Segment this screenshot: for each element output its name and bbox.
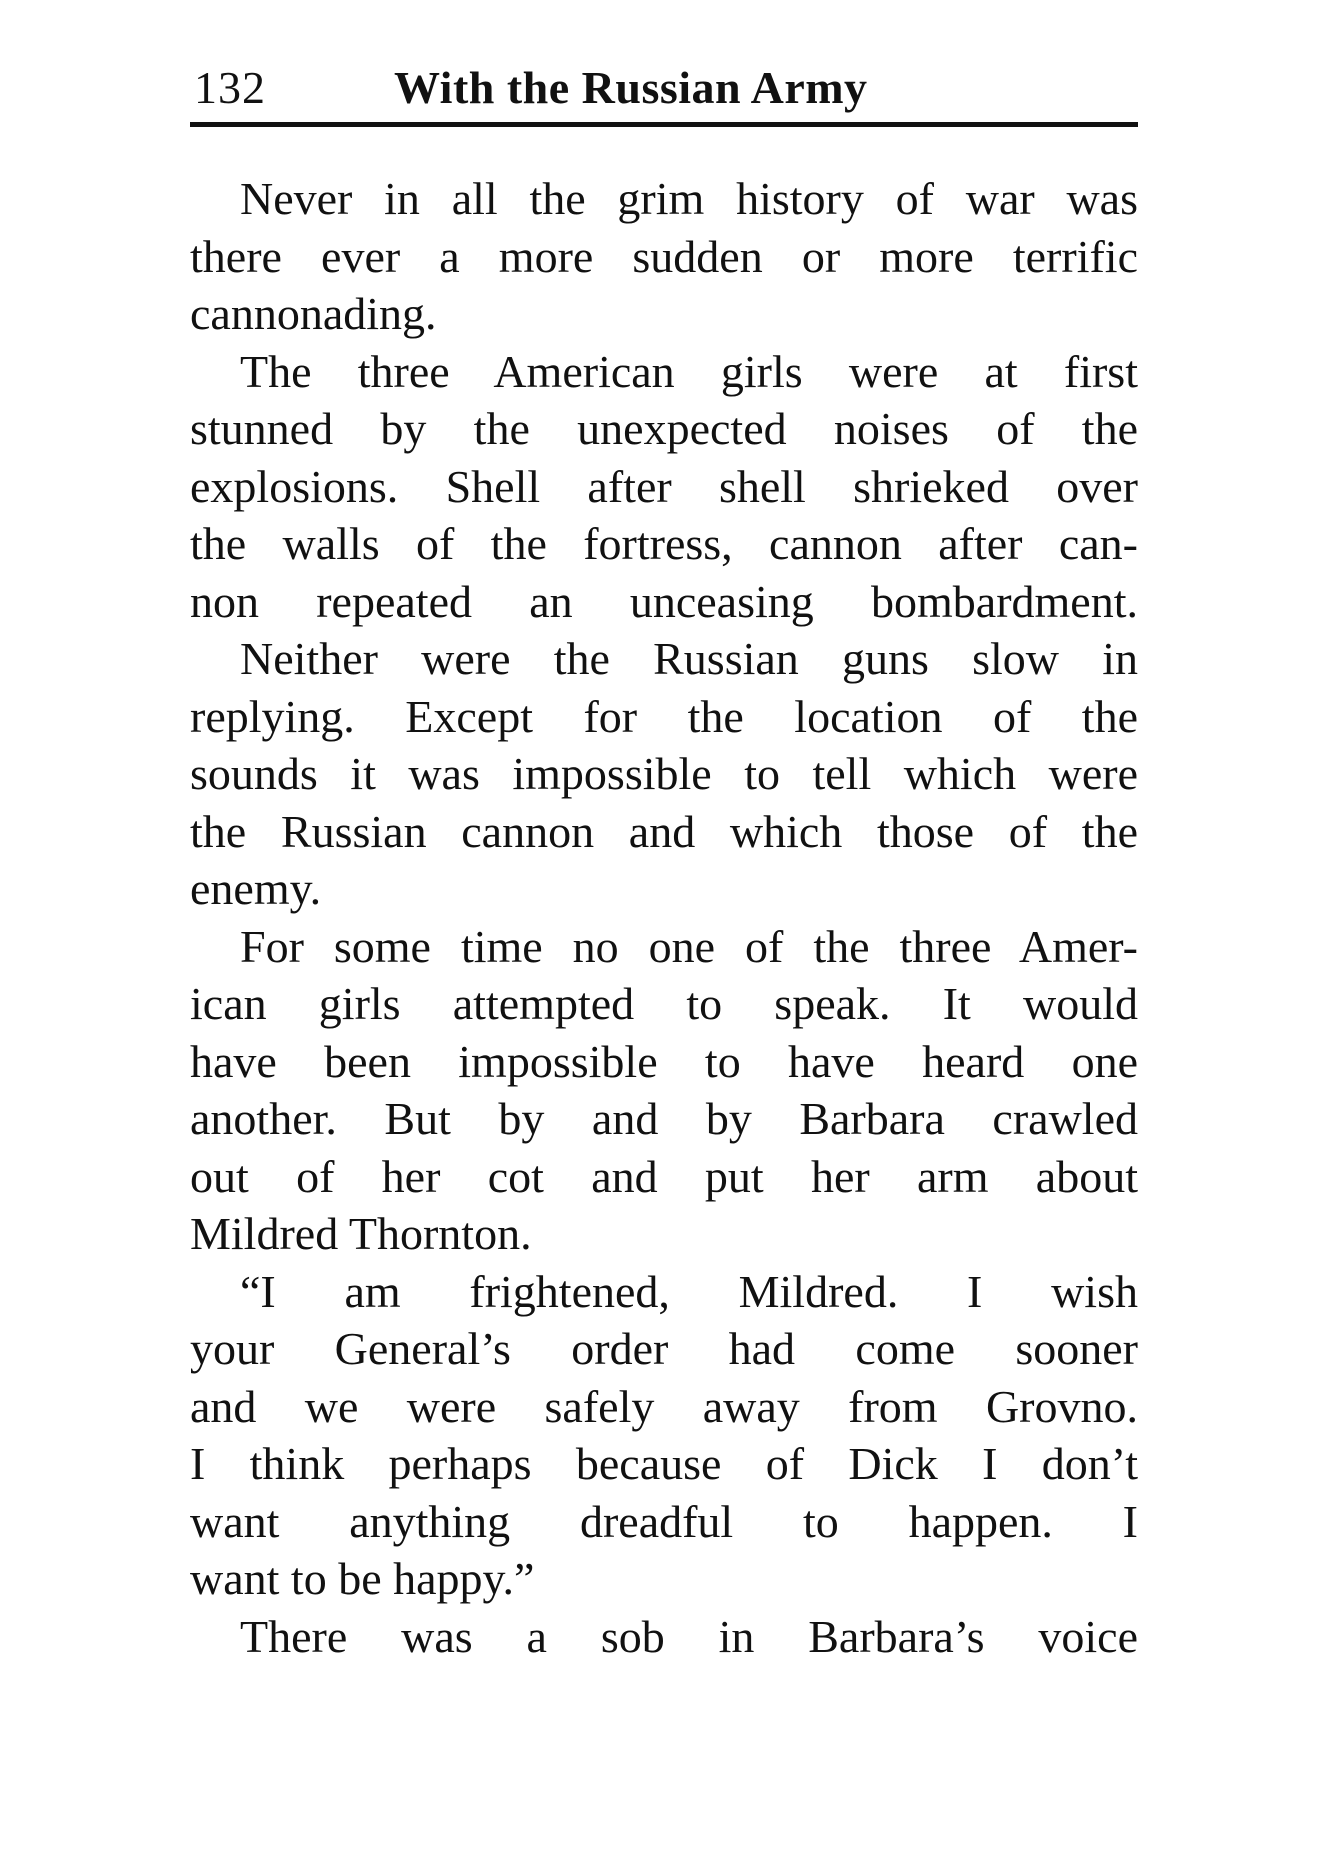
text-line: there ever a more sudden or more terrific xyxy=(190,230,1138,282)
text-line: enemy. xyxy=(190,863,322,914)
text-line: another. But by and by Barbara crawled xyxy=(190,1093,1138,1144)
text-line: There was a sob in Barbara’s voice xyxy=(240,1610,1138,1662)
text-line: I think perhaps because of Dick I don’t xyxy=(190,1438,1138,1489)
text-line: the walls of the fortress, cannon after can- xyxy=(190,518,1138,569)
text-line: have been impossible to have heard one xyxy=(190,1035,1138,1087)
text-line: For some time no one of the three Amer- xyxy=(240,920,1138,972)
text-line: the Russian cannon and which those of the xyxy=(190,805,1138,857)
text-line: “I am frightened, Mildred. I wish xyxy=(240,1265,1138,1317)
text-line: out of her cot and put her arm about xyxy=(190,1150,1138,1202)
text-line: Mildred Thornton. xyxy=(190,1208,532,1259)
text-line: and we were safely away from Grovno. xyxy=(190,1380,1138,1432)
text-line: ican girls attempted to speak. It would xyxy=(190,978,1138,1029)
text-line: want anything dreadful to happen. I xyxy=(190,1495,1138,1547)
text-line: Neither were the Russian guns slow in xyxy=(240,633,1138,684)
text-line: explosions. Shell after shell shrieked over xyxy=(190,460,1138,512)
text-line: The three American girls were at first xyxy=(240,345,1138,397)
text-line: replying. Except for the location of the xyxy=(190,690,1138,742)
text-line: non repeated an unceasing bombardment. xyxy=(190,575,1138,627)
text-line: cannonading. xyxy=(190,288,437,339)
body-text xyxy=(190,170,1138,1665)
text-line: your General’s order had come sooner xyxy=(190,1323,1138,1374)
text-line: stunned by the unexpected noises of the xyxy=(190,403,1138,454)
header-rule xyxy=(190,122,1138,127)
running-title: With the Russian Army xyxy=(394,62,868,113)
text-line: sounds it was impossible to tell which were xyxy=(190,748,1138,799)
text-line: Never in all the grim history of war was xyxy=(240,173,1138,224)
page-number: 132 xyxy=(194,62,266,113)
page-header xyxy=(190,50,1138,122)
text-line: want to be happy.” xyxy=(190,1553,535,1604)
